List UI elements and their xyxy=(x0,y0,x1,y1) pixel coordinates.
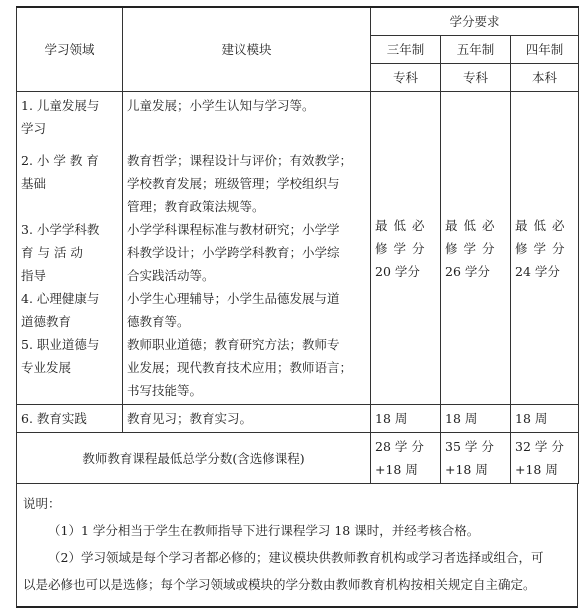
module-2-line-3: 管理；教育政策法规等。 xyxy=(127,199,265,214)
header-four-year-sub-label: 本科 xyxy=(531,70,557,85)
credit-four-line-3: 24 学分 xyxy=(515,263,560,279)
header-four-year xyxy=(511,36,579,64)
module-1-line-1: 儿童发展；小学生认知与学习等。 xyxy=(127,98,315,113)
header-module-label: 建议模块 xyxy=(221,42,272,57)
header-three-year-sub-label: 专科 xyxy=(392,70,418,85)
credit-three-line-2: 修 学 分 xyxy=(375,240,426,256)
header-five-year-sub xyxy=(441,64,511,92)
header-five-year xyxy=(441,36,511,64)
header-three-year-label: 三年制 xyxy=(386,42,425,57)
total-four-line-1: 32 学 分 xyxy=(515,439,564,454)
header-five-year-sub-label: 专科 xyxy=(462,70,488,85)
notes-line-2: （2）学习领域是每个学习者都必修的；建议模块供教师教育机构或学习者选择或组合，可 xyxy=(48,550,544,565)
practice-area xyxy=(17,405,123,433)
module-2-line-2: 学校教育发展；班级管理；学校组织与 xyxy=(127,176,340,191)
header-credit-group-label: 学分要求 xyxy=(449,14,500,29)
credit-three-line-3: 20 学分 xyxy=(375,263,420,279)
module-4-line-1: 小学生心理辅导；小学生品德发展与道 xyxy=(127,291,340,306)
header-area xyxy=(17,7,123,92)
total-three-line-1: 28 学 分 xyxy=(375,439,424,454)
header-four-year-label: 四年制 xyxy=(525,42,564,57)
area-1-line-1: 1. 儿童发展与 xyxy=(21,98,100,113)
header-area-label: 学习领域 xyxy=(44,42,95,57)
practice-three-label: 18 周 xyxy=(375,411,408,426)
header-module xyxy=(123,7,371,92)
practice-four-year xyxy=(511,405,579,433)
notes-title: 说明： xyxy=(23,496,61,511)
credit-four-line-2: 修 学 分 xyxy=(515,240,566,256)
area-3-line-1: 3. 小学学科教 xyxy=(21,222,100,237)
notes-section xyxy=(16,484,578,608)
header-four-year-sub xyxy=(511,64,579,92)
header-three-year-sub xyxy=(371,64,441,92)
area-5-line-2: 专业发展 xyxy=(21,360,72,375)
practice-module-label: 教育见习；教育实习。 xyxy=(127,411,253,426)
total-four-line-2: +18 周 xyxy=(515,462,558,477)
credit-three-year xyxy=(371,92,441,405)
header-three-year xyxy=(371,36,441,64)
module-3-line-2: 科教学设计；小学跨学科教育；小学综 xyxy=(127,245,340,260)
area-4-line-2: 道德教育 xyxy=(21,314,72,329)
credit-five-line-1: 最 低 必 xyxy=(445,217,496,233)
total-three-year xyxy=(371,433,441,484)
practice-five-label: 18 周 xyxy=(445,411,478,426)
module-5-line-2: 业发展；现代教育技术应用；教师语言； xyxy=(127,360,353,375)
modules-cell xyxy=(123,92,371,405)
practice-five-year xyxy=(441,405,511,433)
total-four-year xyxy=(511,433,579,484)
module-2-line-1: 教育哲学；课程设计与评价；有效教学； xyxy=(127,153,353,168)
credit-five-line-3: 26 学分 xyxy=(445,263,490,279)
credit-five-year xyxy=(441,92,511,405)
practice-area-label: 6. 教育实践 xyxy=(21,411,87,426)
credit-five-line-2: 修 学 分 xyxy=(445,240,496,256)
notes-line-3: 以是必修也可以是选修；每个学习领域或模块的学分数由教师教育机构按相关规定自主确定。 xyxy=(23,577,536,592)
module-5-line-3: 书写技能等。 xyxy=(127,383,203,398)
total-label: 教师教育课程最低总学分数(含选修课程) xyxy=(82,450,305,466)
area-5-line-1: 5. 职业道德与 xyxy=(21,337,100,352)
credit-three-line-1: 最 低 必 xyxy=(375,217,426,233)
area-1-line-2: 学习 xyxy=(21,121,47,136)
area-3-line-3: 指导 xyxy=(21,268,47,283)
notes-line-1: （1）1 学分相当于学生在教师指导下进行课程学习 18 课时，并经考核合格。 xyxy=(48,523,480,538)
credit-four-line-1: 最 低 必 xyxy=(515,217,566,233)
credit-four-year xyxy=(511,92,579,405)
total-label-cell xyxy=(17,433,371,484)
module-5-line-1: 教师职业道德；教育研究方法；教师专 xyxy=(127,337,340,352)
total-five-line-1: 35 学 分 xyxy=(445,439,494,454)
total-three-line-2: +18 周 xyxy=(375,462,418,477)
module-4-line-2: 德教育等。 xyxy=(127,314,190,329)
area-2-line-2: 基础 xyxy=(21,176,47,191)
curriculum-table xyxy=(16,6,579,484)
learning-areas-cell xyxy=(17,92,123,405)
module-3-line-3: 合实践活动等。 xyxy=(127,268,215,283)
area-3-line-2: 育 与 活 动 xyxy=(21,245,83,260)
total-five-line-2: +18 周 xyxy=(445,462,488,477)
area-2-line-1: 2. 小 学 教 育 xyxy=(21,153,99,168)
total-five-year xyxy=(441,433,511,484)
practice-four-label: 18 周 xyxy=(515,411,548,426)
area-4-line-1: 4. 心理健康与 xyxy=(21,291,100,306)
header-five-year-label: 五年制 xyxy=(456,42,495,57)
module-3-line-1: 小学学科课程标准与教材研究；小学学 xyxy=(127,222,340,237)
header-credit-group xyxy=(371,7,579,36)
practice-three-year xyxy=(371,405,441,433)
practice-module xyxy=(123,405,371,433)
